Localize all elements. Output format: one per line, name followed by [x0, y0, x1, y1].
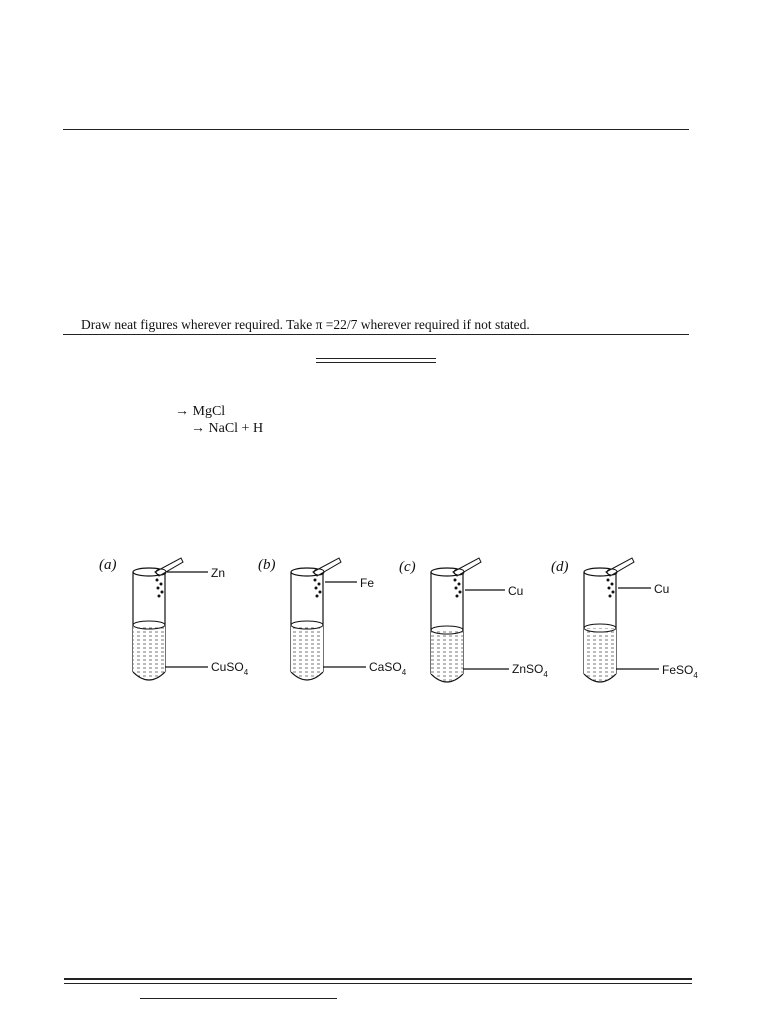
solution-subscript: 4 [243, 668, 249, 677]
solution-subscript: 4 [401, 668, 407, 677]
metal-label: Cu [654, 582, 670, 596]
metal-label: Fe [360, 576, 375, 590]
option-label: (c) [399, 559, 416, 575]
instruction-rule [63, 334, 689, 335]
metal-label: Cu [508, 584, 524, 598]
test-tube-figure [95, 550, 715, 690]
solution-formula: FeSO [662, 663, 694, 677]
solution-formula: CuSO [211, 660, 244, 674]
solution-subscript: 4 [693, 671, 698, 680]
equation-line-1: → MgCl [175, 404, 226, 419]
solution-formula: CaSO [369, 660, 402, 674]
option-label: (d) [551, 559, 569, 575]
tube-d [551, 558, 698, 682]
footer-rule-top [64, 978, 692, 980]
instruction-text: Draw neat figures wherever required. Take π =22/7 wherever required if not stated. [81, 317, 530, 332]
tube-c [399, 558, 548, 682]
title-double-rule-top [316, 358, 436, 359]
solution-subscript: 4 [543, 670, 548, 679]
solution-formula: ZnSO [512, 662, 544, 676]
solution-label [662, 663, 698, 680]
solution-label [211, 660, 249, 677]
top-rule [63, 129, 689, 130]
tube-b [258, 557, 407, 680]
solution-label [369, 660, 407, 677]
footer-rule-bottom [64, 983, 692, 984]
title-double-rule-bottom [316, 362, 436, 363]
equation-line-2: → NaCl + H [191, 421, 264, 436]
solution-label [512, 662, 548, 679]
option-label: (a) [99, 557, 117, 573]
tube-a [99, 557, 249, 680]
footnote-rule [140, 998, 337, 999]
metal-label: Zn [211, 566, 226, 580]
option-label: (b) [258, 557, 276, 573]
